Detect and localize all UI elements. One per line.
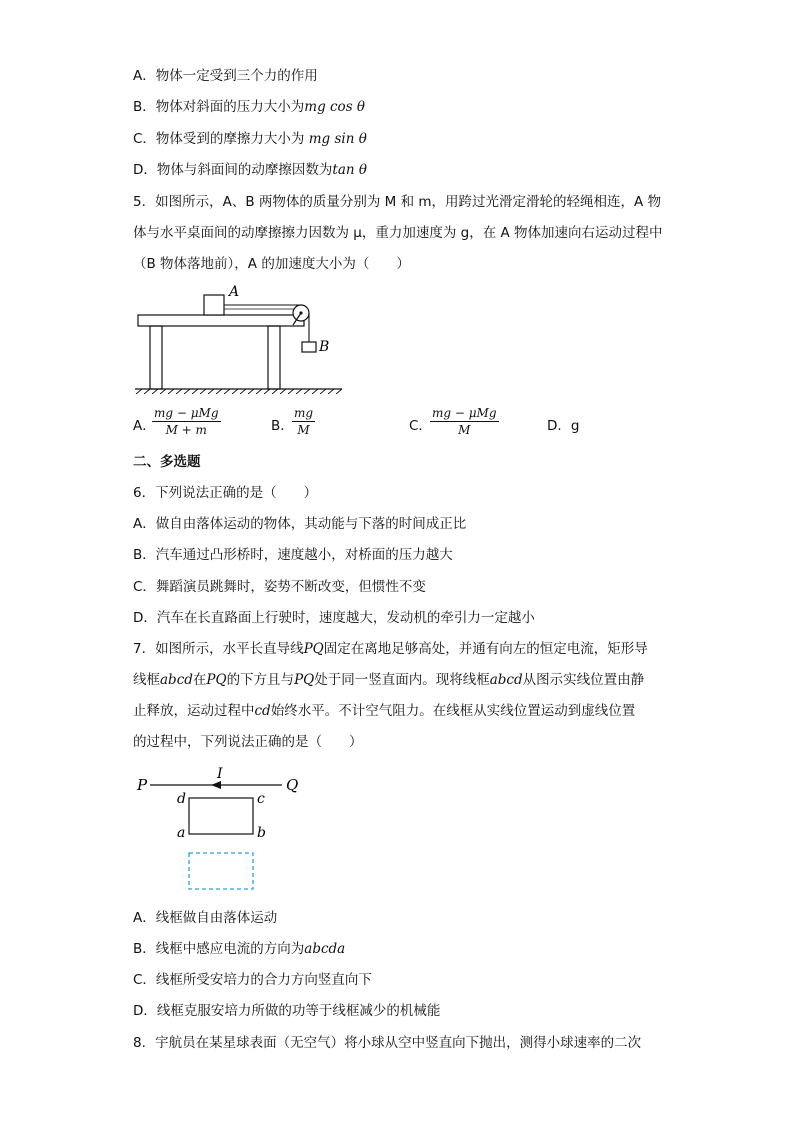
label-p: P (137, 776, 148, 794)
q4-option-c: C．物体受到的摩擦力大小为 mg sin θ (133, 131, 367, 147)
q5-option-a-fraction: mg − μMg M + m (154, 406, 219, 437)
q5-figure-table-pulley (130, 284, 350, 394)
q7-figure-wire-frame (134, 765, 314, 897)
q7-stem-line3: 止释放，运动过程中cd始终水平。不计空气阻力。在线框从实线位置运动到虚线位置 (133, 703, 636, 719)
table-top (138, 315, 304, 326)
label-i: I (217, 766, 223, 782)
label-b: B (319, 339, 330, 355)
q7-option-d: D．线框克服安培力所做的功等于线框减少的机械能 (133, 1003, 441, 1019)
q6-option-d: D．汽车在长直路面上行驶时，速度越大，发动机的牵引力一定越小 (133, 610, 535, 626)
frame-dashed (189, 853, 253, 889)
q6-option-a: A．做自由落体运动的物体，其动能与下落的时间成正比 (133, 516, 467, 532)
q5-option-b-fraction: $\frac{mg}{M}$ (294, 406, 314, 437)
table-leg-right (268, 326, 280, 389)
label-d: d (177, 791, 186, 807)
block-a (204, 295, 224, 315)
q7-stem-line1: 7．如图所示，水平长直导线PQ固定在离地足够高处，并通有向左的恒定电流，矩形导 (133, 641, 648, 657)
label-q: Q (286, 776, 299, 794)
q4-option-a: A．物体一定受到三个力的作用 (133, 68, 318, 84)
q5-stem-line2: 体与水平桌面间的动摩擦擦力因数为 μ，重力加速度为 g，在 A 物体加速向右运动过程中 (133, 225, 663, 241)
q5-stem-line1: 5．如图所示，A、B 两物体的质量分别为 M 和 m，用跨过光滑定滑轮的轻绳相连，A 物 (133, 194, 662, 210)
q8-stem-line1: 8．宇航员在某星球表面（无空气）将小球从空中竖直向下抛出，测得小球速率的二次 (133, 1035, 642, 1051)
label-c: c (257, 791, 265, 807)
label-a: a (177, 825, 186, 841)
q5-option-d: D．g (547, 418, 580, 434)
section-title-multiple-choice: 二、多选题 (133, 454, 201, 470)
frame-solid (189, 798, 253, 834)
q6-option-c: C．舞蹈演员跳舞时，姿势不断改变，但惯性不变 (133, 579, 426, 595)
label-a: A (229, 284, 240, 300)
q4-option-b: B．物体对斜面的压力大小为mg cos θ (133, 99, 366, 115)
label-b: b (257, 825, 266, 841)
q4-option-d: D．物体与斜面间的动摩擦因数为tan θ (133, 162, 367, 178)
q7-stem-line4: 的过程中，下列说法正确的是（ ） (133, 734, 363, 750)
q6-option-b: B．汽车通过凸形桥时，速度越小，对桥面的压力越大 (133, 547, 453, 563)
q7-option-b: B．线框中感应电流的方向为abcda (133, 941, 346, 957)
q7-option-c: C．线框所受安培力的合力方向竖直向下 (133, 972, 372, 988)
table-leg-left (150, 326, 162, 389)
q5-option-c-label: C． (409, 418, 432, 434)
q7-stem-line2: 线框abcd在PQ的下方且与PQ处于同一竖直面内。现将线框abcd从图示实线位置由静 (133, 672, 645, 688)
ground-hatching (136, 389, 342, 394)
q5-option-b-label: B． (271, 418, 294, 434)
current-arrow (211, 781, 221, 789)
q5-option-a-label: A． (133, 418, 156, 434)
block-b (302, 342, 316, 352)
q6-stem: 6．下列说法正确的是（ ） (133, 485, 318, 501)
q5-option-c-fraction: mg − μMg M (432, 406, 497, 437)
q7-option-a: A．线框做自由落体运动 (133, 910, 278, 926)
q5-stem-line3: （B 物体落地前），A 的加速度大小为（ ） (133, 256, 410, 272)
